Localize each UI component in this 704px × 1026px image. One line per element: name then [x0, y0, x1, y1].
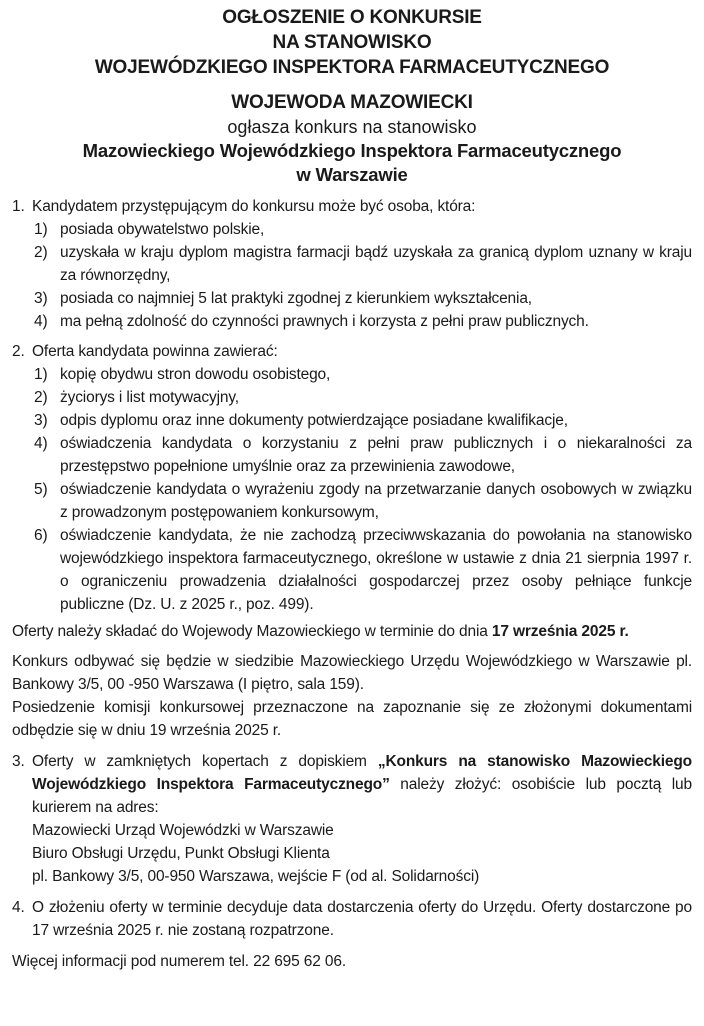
list-item	[32, 409, 692, 432]
committee-paragraph: Posiedzenie komisji konkursowej przeznaczone na zapoznanie się ze złożonymi dokumentami odbędzie się w dniu 19 września 2025 r.	[12, 699, 692, 739]
position-title-line-2: w Warszawie	[296, 164, 408, 185]
delivery-paragraph: O złożeniu oferty w terminie decyduje data dostarczenia oferty do Urzędu. Oferty dostarczone po 17 września 2025 r. nie zostaną rozpatrzone.	[32, 899, 692, 939]
list-item	[32, 432, 692, 478]
section-2	[12, 340, 692, 616]
deadline-text: Oferty należy składać do Wojewody Mazowieckiego w terminie do dnia	[12, 623, 492, 640]
list-item	[32, 241, 692, 287]
list-item	[32, 363, 692, 386]
list-item-text: posiada co najmniej 5 lat praktyki zgodnej z kierunkiem wykształcenia,	[60, 290, 532, 307]
section-number: 3.	[12, 753, 25, 770]
list-item	[32, 218, 692, 241]
address-line: Biuro Obsługi Urzędu, Punkt Obsługi Klienta	[32, 845, 330, 862]
submission-text-before: Oferty w zamkniętych kopertach z dopiskiem	[32, 753, 378, 770]
heading-line-2: NA STANOWISKO	[272, 32, 432, 53]
contact-info: Więcej informacji pod numerem tel. 22 695 62 06.	[12, 953, 346, 970]
section-4	[12, 896, 692, 942]
list-item-number: 4)	[34, 313, 48, 330]
announcement-heading	[12, 0, 692, 80]
section-number: 4.	[12, 899, 25, 916]
heading-line-1: OGŁOSZENIE O KONKURSIE	[222, 7, 482, 28]
list-item-text: oświadczenie kandydata o wyrażeniu zgody na przetwarzanie danych osobowych w związku z prowadzonym postępowaniem konkursowym,	[60, 481, 692, 521]
list-item-text: uzyskała w kraju dyplom magistra farmacji bądź uzyskała za granicą dyplom uznany w kraju za równorzędny,	[60, 244, 692, 284]
list-item	[32, 386, 692, 409]
section-intro: Kandydatem przystępującym do konkursu może być osoba, która:	[32, 198, 476, 215]
address-line: Mazowiecki Urząd Wojewódzki w Warszawie	[32, 822, 334, 839]
section-1	[12, 195, 692, 333]
list-item-number: 2)	[34, 244, 48, 261]
list-item-text: posiada obywatelstwo polskie,	[60, 221, 265, 238]
position-title-line-1: Mazowieckiego Wojewódzkiego Inspektora Farmaceutycznego	[82, 140, 622, 161]
submission-paragraph	[32, 750, 692, 819]
list-item-text: odpis dyplomu oraz inne dokumenty potwierdzające posiadane kwalifikacje,	[60, 412, 568, 429]
list-item	[32, 478, 692, 524]
deadline-paragraph	[12, 620, 692, 643]
announces-text: ogłasza konkurs na stanowisko	[227, 117, 477, 137]
list-item-text: kopię obydwu stron dowodu osobistego,	[60, 366, 331, 383]
list-item	[32, 524, 692, 616]
list-item-text: życiorys i list motywacyjny,	[60, 389, 239, 406]
list-item-number: 6)	[34, 527, 48, 544]
venue-paragraph: Konkurs odbywać się będzie w siedzibie Mazowieckiego Urzędu Wojewódzkiego w Warszawie pl. Bankowy 3/5, 00 -950 Warszawa (I piętro, sala 159).	[12, 653, 692, 693]
list-item	[32, 310, 692, 333]
envelope-label: „Konkurs na stanowisko Mazowieckiego Wojewódzkiego Inspektora Farmaceutycznego”	[32, 753, 692, 793]
heading-line-3: WOJEWÓDZKIEGO INSPEKTORA FARMACEUTYCZNEGO	[94, 57, 610, 78]
deadline-date: 17 września 2025 r.	[491, 623, 629, 640]
section-3	[12, 750, 692, 888]
list-item-number: 3)	[34, 412, 48, 429]
list-item-number: 4)	[34, 435, 48, 452]
address-line: pl. Bankowy 3/5, 00-950 Warszawa, wejście F (od al. Solidarności)	[32, 868, 480, 885]
list-item-number: 2)	[34, 389, 48, 406]
section-intro: Oferta kandydata powinna zawierać:	[32, 343, 278, 360]
list-item-number: 5)	[34, 481, 48, 498]
section-number: 2.	[12, 343, 25, 360]
list-item	[32, 287, 692, 310]
submission-text-after: należy złożyć: osobiście lub pocztą lub kurierem na adres:	[32, 776, 692, 816]
list-item-text: oświadczenie kandydata, że nie zachodzą przeciwwskazania do powołania na stanowisko wojewódzkiego inspektora farmaceutycznego, określone w ustawie z dnia 21 sierpnia 1997 r. o ograniczeniu prowadzenia działalności gospodarczej przez osoby pełniące funkcje publiczne (Dz. U. z 2025 r., poz. 499).	[60, 527, 692, 613]
list-item-text: oświadczenia kandydata o korzystaniu z pełni praw publicznych i o niekaralności za przestępstwo popełnione umyślnie oraz za przewinienia zawodowe,	[60, 435, 692, 475]
voivode-title: WOJEWODA MAZOWIECKI	[231, 92, 473, 113]
section-number: 1.	[12, 198, 25, 215]
list-item-number: 1)	[34, 366, 48, 383]
list-item-number: 3)	[34, 290, 48, 307]
list-item-text: ma pełną zdolność do czynności prawnych i korzysta z pełni praw publicznych.	[60, 313, 589, 330]
announcement-body	[12, 195, 692, 973]
list-item-number: 1)	[34, 221, 48, 238]
